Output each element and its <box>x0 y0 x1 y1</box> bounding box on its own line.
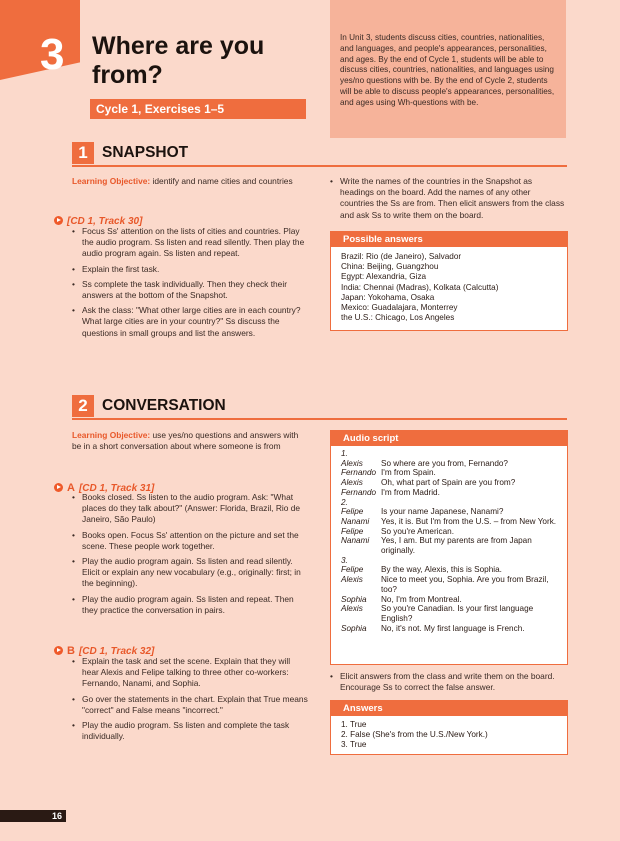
page-number: 16 <box>0 810 66 822</box>
list-item: • Explain the first task. <box>72 264 308 275</box>
unit-number: 3 <box>40 30 65 79</box>
list-item: • Play the audio program again. Ss listen and repeat. Then they practice the conversation in pairs. <box>72 594 308 616</box>
script-line: 2. <box>341 497 348 507</box>
learning-objective-text: use yes/no questions and answers with be in a short conversation about where someone is from <box>72 430 299 452</box>
snapshot-right-bullet <box>330 176 566 225</box>
answer-line: Mexico: Guadalajara, Monterrey <box>341 303 458 313</box>
answer-line: 3. True <box>341 740 367 750</box>
list-item: • Explain the task and set the scene. Explain that they will hear Alexis and Felipe talking to three other co-workers: Fernando, Nanami, and Sophia. <box>72 656 308 690</box>
play-audio-icon[interactable] <box>54 483 63 492</box>
learning-objective-label: Learning Objective: <box>72 430 151 440</box>
page-title <box>92 32 292 90</box>
section-number-snapshot: 1 <box>72 142 94 164</box>
track-label: [CD 1, Track 30] <box>67 216 143 227</box>
section-divider <box>72 165 567 167</box>
script-line: 1. <box>341 449 348 458</box>
part-b-bullets <box>72 656 308 746</box>
intro-text: In Unit 3, students discuss cities, countries, nationalities, and languages, and people's appearances, personalities, and ages. By the end of Cycle 1, students will be able to discuss cities, countries, nationalities, and languages using yes/no questions with be. By the end of Cycle 2, students will be able to discuss people's appearances, personalities, and ages using Wh-questions with be. <box>340 33 555 107</box>
list-item: • Focus Ss' attention on the lists of cities and countries. Play the audio program. Ss listen and read silently. Then play the audio program again. Ss listen and repeat. <box>72 226 308 260</box>
answer-line: Japan: Yokohama, Osaka <box>341 292 435 302</box>
script-line: Sophia No, it's not. My first language is French. <box>341 623 525 633</box>
learning-objective-text: identify and name cities and countries <box>150 176 293 186</box>
answer-line: Brazil: Rio (de Janeiro), Salvador <box>341 252 462 261</box>
answers-box <box>330 700 568 755</box>
snapshot-bullets <box>72 226 308 343</box>
answer-line: 2. False (She's from the U.S./New York.) <box>341 730 488 740</box>
script-line: Felipe So you're American. <box>341 526 455 536</box>
script-line: Felipe By the way, Alexis, this is Sophia. <box>341 565 502 575</box>
script-line: Felipe Is your name Japanese, Nanami? <box>341 507 504 517</box>
section-divider <box>72 418 567 420</box>
learning-objective-label: Learning Objective: <box>72 176 151 186</box>
answer-line: China: Beijing, Guangzhou <box>341 262 439 272</box>
answers-heading: Answers <box>331 701 567 716</box>
section-title-snapshot: SNAPSHOT <box>102 144 189 161</box>
play-audio-icon[interactable] <box>54 216 63 225</box>
list-item: • Ss complete the task individually. Then they check their answers at the bottom of the Snapshot. <box>72 279 308 301</box>
part-letter: B <box>67 645 75 657</box>
play-audio-icon[interactable] <box>54 646 63 655</box>
script-line: Alexis Oh, what part of Spain are you from? <box>341 478 516 488</box>
conversation-right-bullet <box>330 671 566 697</box>
part-letter: A <box>67 482 75 494</box>
section-number-conversation: 2 <box>72 395 94 417</box>
list-item: • Books closed. Ss listen to the audio program. Ask: "What places do they talk about?" (Answer: Florida, Brazil, Rio de Janeiro, São Paulo) <box>72 492 308 526</box>
answer-line: Egypt: Alexandria, Giza <box>341 272 427 282</box>
cycle-label: Cycle 1, Exercises 1–5 <box>90 99 306 119</box>
list-item: • Play the audio program again. Ss listen and read silently. Elicit or explain any new vocabulary (e.g., originally: first; in the beginning). <box>72 556 308 590</box>
audio-script-heading: Audio script <box>331 431 567 446</box>
learning-objective-snapshot <box>72 176 302 187</box>
script-line: Alexis Nice to meet you, Sophia. Are you from Brazil, too? <box>341 575 549 594</box>
answer-line: the U.S.: Chicago, Los Angeles <box>341 313 455 323</box>
script-line: Sophia No, I'm from Montreal. <box>341 594 462 604</box>
title-line-2: from? <box>92 61 163 89</box>
learning-objective-conversation <box>72 430 308 452</box>
title-line-1: Where are you <box>92 32 265 60</box>
answer-line: 1. True <box>341 720 367 729</box>
list-item: • Elicit answers from the class and write them on the board. Encourage Ss to correct the false answer. <box>330 671 566 693</box>
track-label: [CD 1, Track 31] <box>78 483 155 494</box>
list-item: • Play the audio program. Ss listen and complete the task individually. <box>72 720 308 742</box>
script-line: Alexis So you're Canadian. Is your first language English? <box>341 604 534 623</box>
script-line: 3. <box>341 555 348 565</box>
list-item: • Ask the class: "What other large cities are in each country? What large cities are in your country?" Ss discuss the questions in small groups and list the answers. <box>72 305 308 339</box>
script-line: Nanami Yes, it is. But I'm from the U.S. – from New York. <box>341 516 557 526</box>
script-line: Nanami Yes, I am. But my parents are from Japan originally. <box>341 536 532 556</box>
script-line: Fernando I'm from Spain. <box>341 468 436 478</box>
list-item: • Books open. Focus Ss' attention on the picture and set the scene. These people work together. <box>72 530 308 552</box>
track-label: [CD 1, Track 32] <box>78 646 155 657</box>
audio-script-box <box>330 430 568 665</box>
section-title-conversation: CONVERSATION <box>102 397 226 414</box>
script-line: Alexis So where are you from, Fernando? <box>341 458 508 468</box>
list-item: • Write the names of the countries in the Snapshot as headings on the board. Add the names of any other countries the Ss are from. Then elicit answers from the class and ask Ss to write them on the board. <box>330 176 566 221</box>
answer-line: India: Chennai (Madras), Kolkata (Calcutta) <box>341 282 499 292</box>
script-line: Fernando I'm from Madrid. <box>341 487 440 497</box>
list-item: • Go over the statements in the chart. Explain that True means "correct" and False means "incorrect." <box>72 694 308 716</box>
part-a-bullets <box>72 492 308 620</box>
possible-answers-heading: Possible answers <box>331 232 567 247</box>
possible-answers-box <box>330 231 568 331</box>
